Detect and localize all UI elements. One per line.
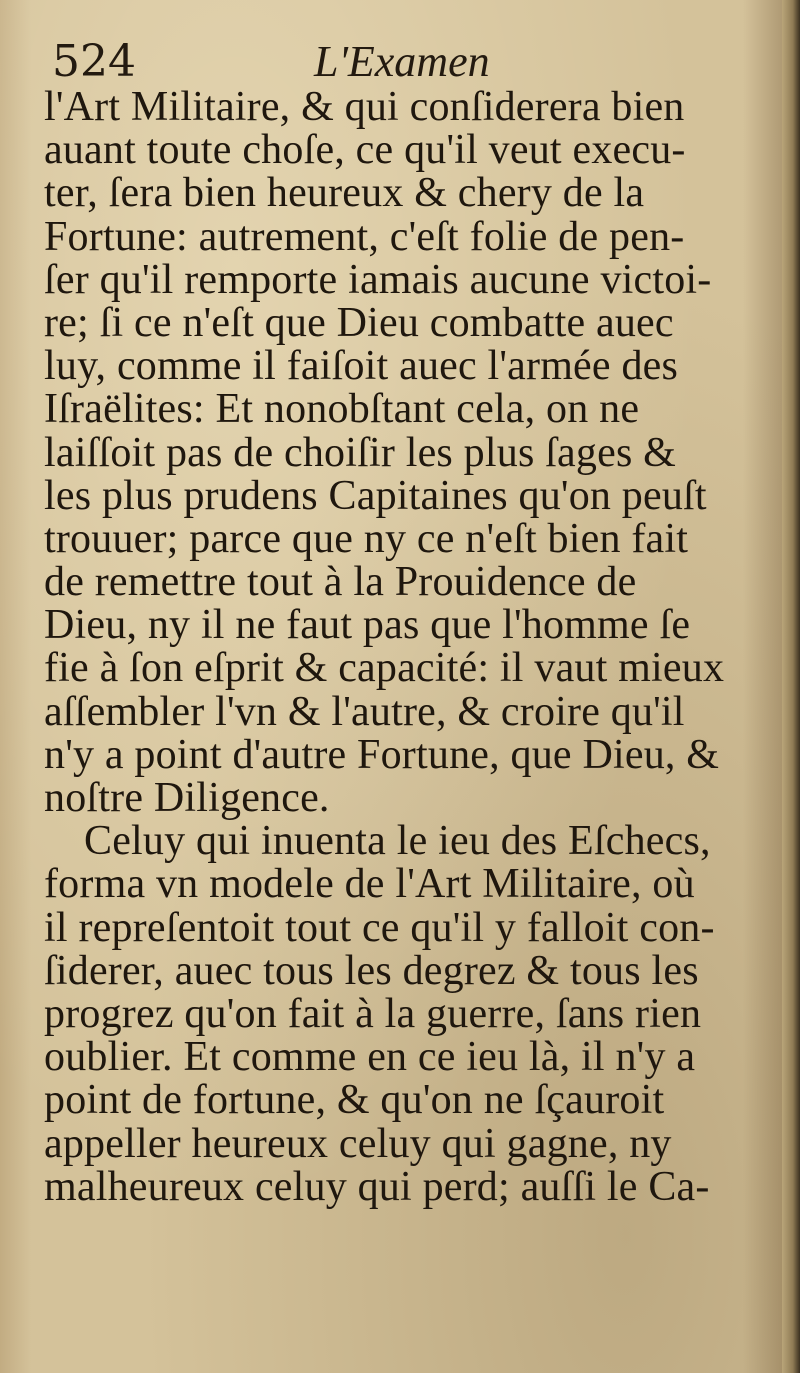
text-line: progrez qu'on fait à la guerre, ſans rien xyxy=(44,990,702,1037)
text-line: les plus prudens Capitaines qu'on peuſt xyxy=(44,472,707,519)
text-line: malheureux celuy qui perd; auſſi le Ca- xyxy=(44,1163,710,1210)
text-line: fie à ſon eſprit & capacité: il vaut mieux xyxy=(44,645,725,692)
text-line: aſſembler l'vn & l'autre, & croire qu'il xyxy=(44,688,685,735)
page-edge xyxy=(782,0,800,1373)
text-line: point de fortune, & qu'on ne ſçauroit xyxy=(44,1077,665,1124)
text-line: Fortune: autrement, c'eſt folie de pen- xyxy=(44,213,685,260)
paragraph-start-line: Celuy qui inuenta le ieu des Eſchecs, xyxy=(84,818,711,865)
text-line: laiſſoit pas de choiſir les plus ſages & xyxy=(44,429,677,476)
text-line: l'Art Militaire, & qui conſiderera bien xyxy=(44,84,685,130)
text-line: forma vn modele de l'Art Militaire, où xyxy=(44,861,695,908)
text-line: re; ſi ce n'eſt que Dieu combatte auec xyxy=(44,299,674,346)
text-line: Iſraëlites: Et nonobſtant cela, on ne xyxy=(44,386,640,433)
page-number: 524 xyxy=(52,36,136,87)
text-line: trouuer; parce que ny ce n'eſt bien fait xyxy=(44,515,689,562)
text-line: auant toute choſe, ce qu'il veut execu- xyxy=(44,127,686,174)
body-text xyxy=(44,86,734,1209)
text-line: luy, comme il faiſoit auec l'armée des xyxy=(44,343,679,390)
text-line: il repreſentoit tout ce qu'il y falloit con- xyxy=(44,904,715,951)
text-line: n'y a point d'autre Fortune, que Dieu, & xyxy=(44,731,720,778)
text-line: ſiderer, auec tous les degrez & tous les xyxy=(44,947,699,994)
text-line: de remettre tout à la Prouidence de xyxy=(44,559,637,606)
text-line: appeller heureux celuy qui gagne, ny xyxy=(44,1120,672,1167)
text-line: oublier. Et comme en ce ieu là, il n'y a xyxy=(44,1034,696,1081)
text-line: ſer qu'il remporte iamais aucune victoi- xyxy=(44,256,712,303)
running-title: L'Examen xyxy=(314,37,490,86)
running-head xyxy=(52,32,732,92)
text-line: ter, ſera bien heureux & chery de la xyxy=(44,170,645,217)
text-line: noſtre Diligence. xyxy=(44,775,330,821)
text-line: Dieu, ny il ne faut pas que l'homme ſe xyxy=(44,602,691,649)
